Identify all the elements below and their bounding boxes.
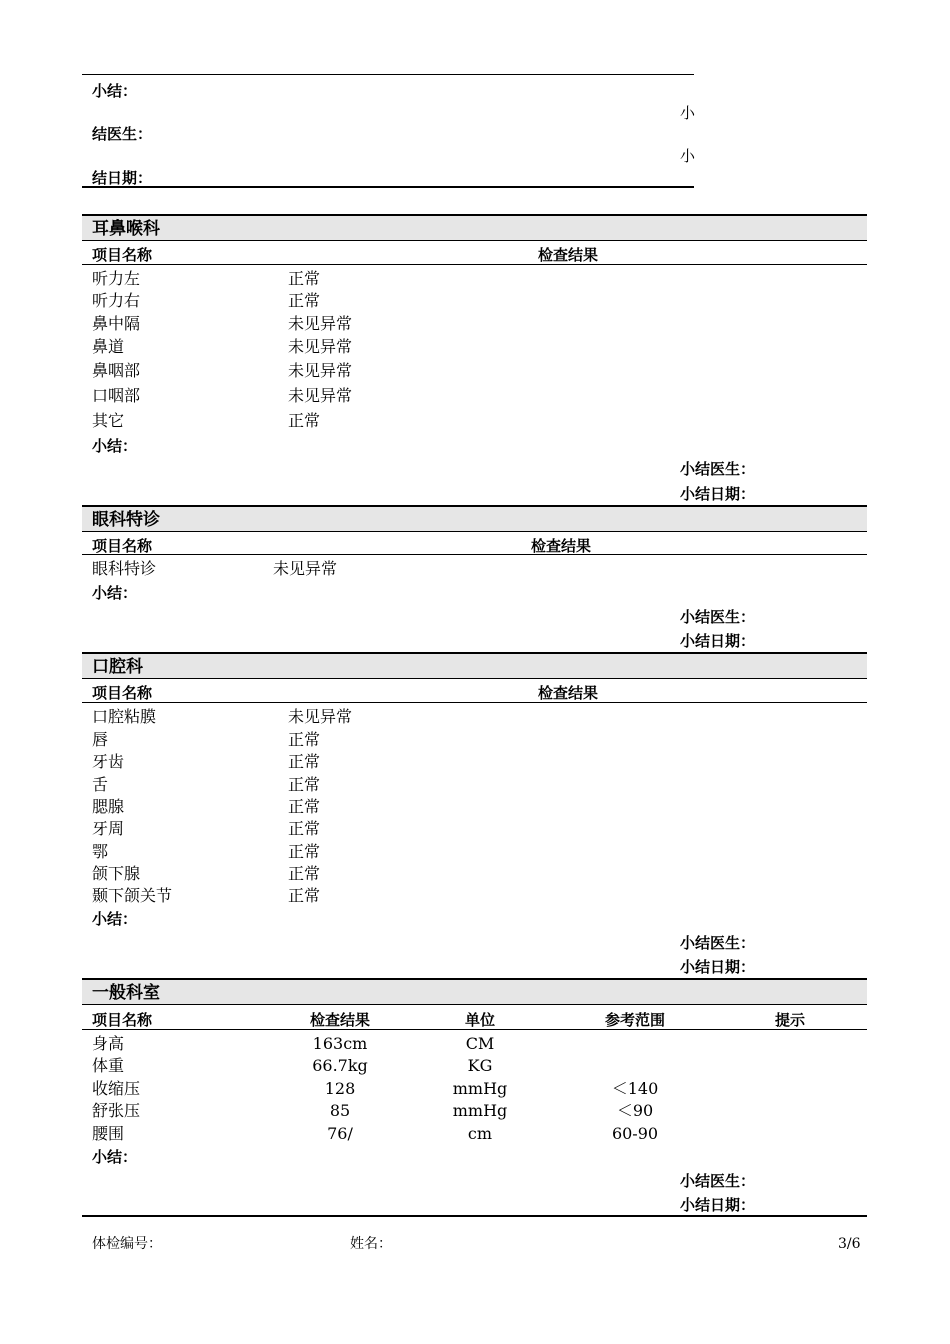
top-rule: [82, 74, 694, 75]
row-result: 正常: [288, 842, 321, 861]
general-section-title: 一般科室: [92, 983, 160, 1003]
oral-section-title: 口腔科: [92, 657, 143, 677]
row-name: 牙齿: [92, 752, 125, 771]
row-name: 颞下颌关节: [92, 886, 173, 905]
row-result: 未见异常: [273, 559, 338, 578]
row-unit: mmHg: [452, 1079, 508, 1098]
eye-doctor-label: 小结医生：: [680, 608, 756, 626]
row-result: 正常: [288, 864, 321, 883]
row-name: 口咽部: [92, 386, 141, 405]
row-name: 听力右: [92, 291, 141, 310]
row-range: 60-90: [611, 1124, 659, 1143]
oral-doctor-label: 小结医生：: [680, 934, 756, 952]
row-name: 舌: [92, 775, 109, 794]
row-name: 牙周: [92, 819, 125, 838]
row-result: 正常: [288, 797, 321, 816]
row-result: 未见异常: [288, 361, 353, 380]
top-date-label-b: 结日期：: [92, 169, 153, 187]
row-name: 其它: [92, 411, 125, 430]
row-name: 鼻道: [92, 337, 125, 356]
row-name: 舒张压: [92, 1101, 141, 1120]
row-result: 163cm: [312, 1034, 368, 1053]
row-result: 正常: [288, 752, 321, 771]
row-result: 76/: [327, 1124, 353, 1143]
ent-doctor-label: 小结医生：: [680, 460, 756, 478]
row-range: ＜140: [611, 1079, 659, 1098]
row-unit: CM: [465, 1034, 495, 1053]
general-col-result: 检查结果: [309, 1011, 370, 1029]
oral-col-name: 项目名称: [92, 684, 153, 702]
row-unit: KG: [467, 1056, 493, 1075]
general-doctor-label: 小结医生：: [680, 1172, 756, 1190]
row-name: 鄂: [92, 842, 109, 861]
row-name: 腰围: [92, 1124, 125, 1143]
top-bottom-rule: [82, 186, 694, 188]
footer-name-label: 姓名：: [350, 1236, 392, 1252]
row-name: 听力左: [92, 269, 141, 288]
eye-col-result: 检查结果: [531, 537, 592, 555]
ent-section-title: 耳鼻喉科: [92, 219, 160, 239]
eye-date-label: 小结日期：: [680, 632, 756, 650]
top-doctor-label-a: 小: [680, 104, 696, 122]
oral-header-rule: [82, 702, 867, 703]
general-header-rule: [82, 1029, 867, 1030]
general-summary-label: 小结：: [92, 1148, 138, 1166]
row-result: 正常: [288, 819, 321, 838]
ent-section-header: [82, 214, 867, 241]
row-name: 收缩压: [92, 1079, 141, 1098]
row-result: 正常: [288, 775, 321, 794]
eye-header-rule: [82, 554, 867, 555]
footer-page-number: 3/6: [838, 1236, 861, 1252]
general-col-name: 项目名称: [92, 1011, 153, 1029]
row-result: 未见异常: [288, 386, 353, 405]
general-date-label: 小结日期：: [680, 1196, 756, 1214]
row-result: 85: [329, 1101, 351, 1120]
row-name: 腮腺: [92, 797, 125, 816]
row-name: 口腔粘膜: [92, 707, 157, 726]
row-name: 颌下腺: [92, 864, 141, 883]
top-doctor-label-b: 结医生：: [92, 125, 153, 143]
row-unit: cm: [467, 1124, 493, 1143]
row-result: 正常: [288, 291, 321, 310]
row-result: 正常: [288, 730, 321, 749]
row-result: 未见异常: [288, 707, 353, 726]
oral-summary-label: 小结：: [92, 910, 138, 928]
row-result: 正常: [288, 411, 321, 430]
row-name: 体重: [92, 1056, 125, 1075]
ent-date-label: 小结日期：: [680, 485, 756, 503]
eye-col-name: 项目名称: [92, 537, 153, 555]
ent-col-result: 检查结果: [538, 246, 599, 264]
general-col-hint: 提示: [774, 1011, 805, 1029]
oral-section-header: [82, 652, 867, 679]
row-result: 未见异常: [288, 337, 353, 356]
eye-section-title: 眼科特诊: [92, 510, 160, 530]
row-name: 身高: [92, 1034, 125, 1053]
row-name: 鼻咽部: [92, 361, 141, 380]
page-bottom-rule: [82, 1215, 867, 1217]
eye-summary-label: 小结：: [92, 584, 138, 602]
row-name: 唇: [92, 730, 109, 749]
row-result: 正常: [288, 886, 321, 905]
row-result: 66.7kg: [312, 1056, 368, 1075]
row-unit: mmHg: [452, 1101, 508, 1120]
general-col-unit: 单位: [464, 1011, 495, 1029]
ent-header-rule: [82, 264, 867, 265]
row-range: ＜90: [616, 1101, 654, 1120]
ent-summary-label: 小结：: [92, 437, 138, 455]
row-result: 未见异常: [288, 314, 353, 333]
top-date-label-a: 小: [680, 147, 696, 165]
footer-exam-no-label: 体检编号：: [92, 1236, 162, 1252]
eye-section-header: [82, 505, 867, 532]
top-summary-label: 小结：: [92, 82, 138, 100]
general-section-header: [82, 978, 867, 1005]
row-result: 正常: [288, 269, 321, 288]
oral-date-label: 小结日期：: [680, 958, 756, 976]
ent-col-name: 项目名称: [92, 246, 153, 264]
general-col-range: 参考范围: [604, 1011, 665, 1029]
row-name: 鼻中隔: [92, 314, 141, 333]
row-result: 128: [324, 1079, 356, 1098]
oral-col-result: 检查结果: [538, 684, 599, 702]
row-name: 眼科特诊: [92, 559, 157, 578]
